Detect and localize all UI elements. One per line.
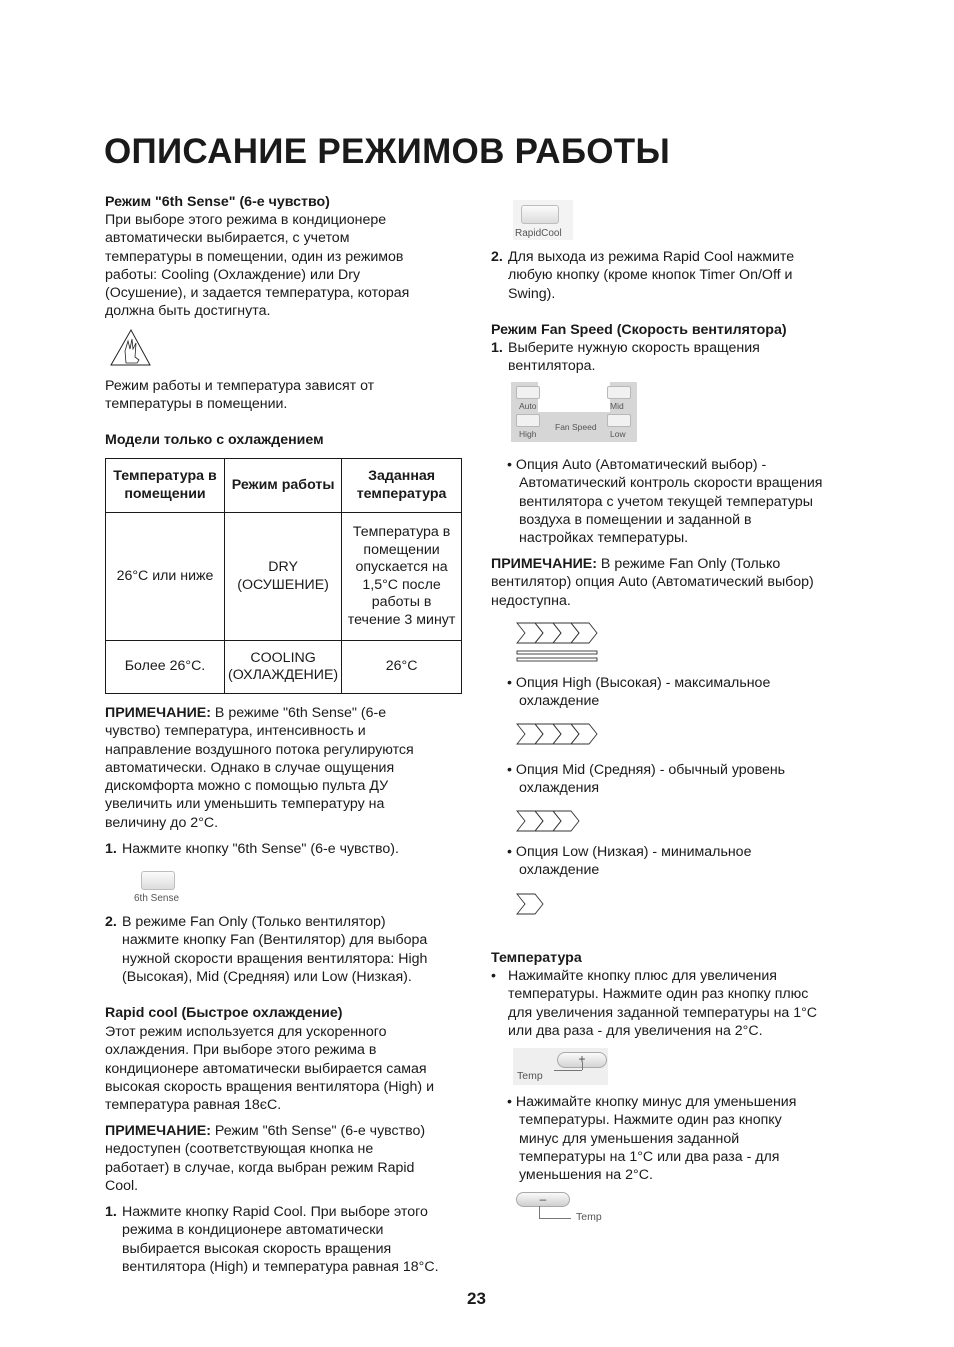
rapid-cool-body: Этот режим используется для ускоренного охлаждения. При выборе этого режима в кондиционере автоматически выбирается самая высокая скорость вращения вентилятора (High) и температура равная 18єC. xyxy=(105,1024,435,1114)
rapid-cool-heading: Rapid cool (Быстрое охлаждение) xyxy=(105,1005,343,1021)
sixth-sense-body: При выборе этого режима в кондиционере автоматически выбирается, с учетом температуры в помещении, один из режимов работы: Cooling (Охлаждение) или Dry (Осушение), и задается температура, которая должна быть достигнута. xyxy=(105,212,410,320)
cooling-models-heading: Модели только с охлаждением xyxy=(105,432,324,448)
fan-high-button[interactable] xyxy=(516,414,540,427)
table-row xyxy=(106,513,462,641)
fan-speed-panel xyxy=(511,382,637,442)
temp-plus-panel xyxy=(513,1048,608,1085)
fan-low-chevron-icon xyxy=(515,891,547,919)
warning-hand-icon xyxy=(109,327,153,367)
temp-plus-leader-tick xyxy=(582,1062,583,1070)
temp-minus-button[interactable]: – xyxy=(516,1192,570,1207)
temp-minus-leader-tick xyxy=(539,1206,540,1218)
fan-low-label: Low xyxy=(610,429,626,439)
table-cell: COOLING (ОХЛАЖДЕНИЕ) xyxy=(225,641,342,694)
fan-auto-chevrons-icon xyxy=(515,620,599,665)
page-title: ОПИСАНИЕ РЕЖИМОВ РАБОТЫ xyxy=(104,132,671,171)
mid-option: • Опция Mid (Средняя) - обычный уровень охлаждения xyxy=(507,762,786,797)
temp-minus-panel xyxy=(513,1188,611,1226)
sixth-sense-button[interactable] xyxy=(141,871,175,890)
table-cell: Более 26°C. xyxy=(106,641,225,694)
fan-high-label: High xyxy=(519,429,537,439)
note-6th-sense: ПРИМЕЧАНИЕ: В режиме "6th Sense" (6-е чувство) температура, интенсивность и направление воздушного потока регулируются автоматически. Однако в случае ощущения дискомфорта можно с помощью пульта ДУ увеличить или уменьшить температуру на величину до 2°C. xyxy=(105,705,414,831)
fan-step-1: 1. Выберите нужную скорость вращения вентилятора. xyxy=(491,340,760,375)
table-row xyxy=(106,641,462,694)
low-option: • Опция Low (Низкая) - минимальное охлаждение xyxy=(507,844,752,879)
page-number: 23 xyxy=(467,1289,486,1308)
note-rapid-cool: ПРИМЕЧАНИЕ: Режим "6th Sense" (6-е чувство) недоступен (соответствующая кнопка не работает) в случае, когда выбран режим Rapid Cool. xyxy=(105,1123,426,1194)
temp-plus-button[interactable]: + xyxy=(557,1052,607,1068)
table-cell: Температура в помещении опускается на 1,5°C после работы в течение 3 минут xyxy=(342,513,462,641)
fan-speed-center-label: Fan Speed xyxy=(555,422,597,432)
rapid-step-1: 1. Нажмите кнопку Rapid Cool. При выборе этого режима в кондиционере автоматически выбирается высокая скорость вращения вентилятора (High) и температура равная 18°C. xyxy=(105,1204,439,1275)
temp-minus-label: Temp xyxy=(576,1211,602,1223)
temp-minus-text: • Нажимайте кнопку минус для уменьшения температуры. Нажмите один раз кнопку минус для уменьшения заданной температуры на 1°C или два раза - для уменьшения на 2°C. xyxy=(507,1094,797,1184)
sixth-sense-button-label: 6th Sense xyxy=(134,893,180,904)
temperature-heading: Температура xyxy=(491,950,582,966)
fan-high-chevrons-icon xyxy=(515,721,599,749)
modes-table xyxy=(105,458,462,694)
fan-mid-chevrons-icon xyxy=(515,808,581,836)
auto-option: • Опция Auto (Автоматический выбор) - Автоматический контроль скорости вращения вентилятора с учетом текущей температуры воздуха в помещении и заданной в настройках температуры. xyxy=(507,457,823,547)
fan-mid-button[interactable] xyxy=(607,386,631,399)
high-option: • Опция High (Высокая) - максимальное охлаждение xyxy=(507,675,771,710)
temp-minus-leader-line xyxy=(539,1218,571,1219)
fan-panel-notch xyxy=(538,382,610,412)
table-cell: DRY (ОСУШЕНИЕ) xyxy=(225,513,342,641)
fan-auto-label: Auto xyxy=(519,401,537,411)
fan-auto-button[interactable] xyxy=(516,386,540,399)
table-header: Режим работы xyxy=(225,459,342,513)
temp-plus-leader-line xyxy=(554,1070,582,1071)
table-header-row xyxy=(106,459,462,513)
table-header: Заданная температура xyxy=(342,459,462,513)
temp-plus-text: • Нажимайте кнопку плюс для увеличения температуры. Нажмите один раз кнопку плюс для увеличения заданной температуры на 1°C или два раза - для увеличения на 2°C. xyxy=(491,968,818,1039)
temp-plus-label: Temp xyxy=(517,1070,543,1082)
table-cell: 26°C xyxy=(342,641,462,694)
sixth-sense-heading: Режим "6th Sense" (6-е чувство) xyxy=(105,194,330,210)
rapid-step-2: 2. Для выхода из режима Rapid Cool нажмите любую кнопку (кроме кнопок Timer On/Off и Swing). xyxy=(491,249,795,302)
fan-low-button[interactable] xyxy=(607,414,631,427)
warning-text: Режим работы и температура зависят от температуры в помещении. xyxy=(105,378,375,413)
note-fan-only: ПРИМЕЧАНИЕ: В режиме Fan Only (Только вентилятор) опция Auto (Автоматический выбор) недоступна. xyxy=(491,556,814,609)
step-1-6th-sense: 1. Нажмите кнопку "6th Sense" (6-е чувство). xyxy=(105,841,399,857)
fan-speed-heading: Режим Fan Speed (Скорость вентилятора) xyxy=(491,322,787,338)
table-header: Температура в помещении xyxy=(106,459,225,513)
step-2-fan-only: 2. В режиме Fan Only (Только вентилятор) нажмите кнопку Fan (Вентилятор) для выбора нужной скорости вращения вентилятора: High (Высокая), Mid (Средняя) или Low (Низкая). xyxy=(105,914,428,985)
rapid-cool-button[interactable] xyxy=(521,205,559,224)
fan-mid-label: Mid xyxy=(610,401,624,411)
table-cell: 26°C или ниже xyxy=(106,513,225,641)
rapid-cool-button-label: RapidCool xyxy=(515,228,562,239)
